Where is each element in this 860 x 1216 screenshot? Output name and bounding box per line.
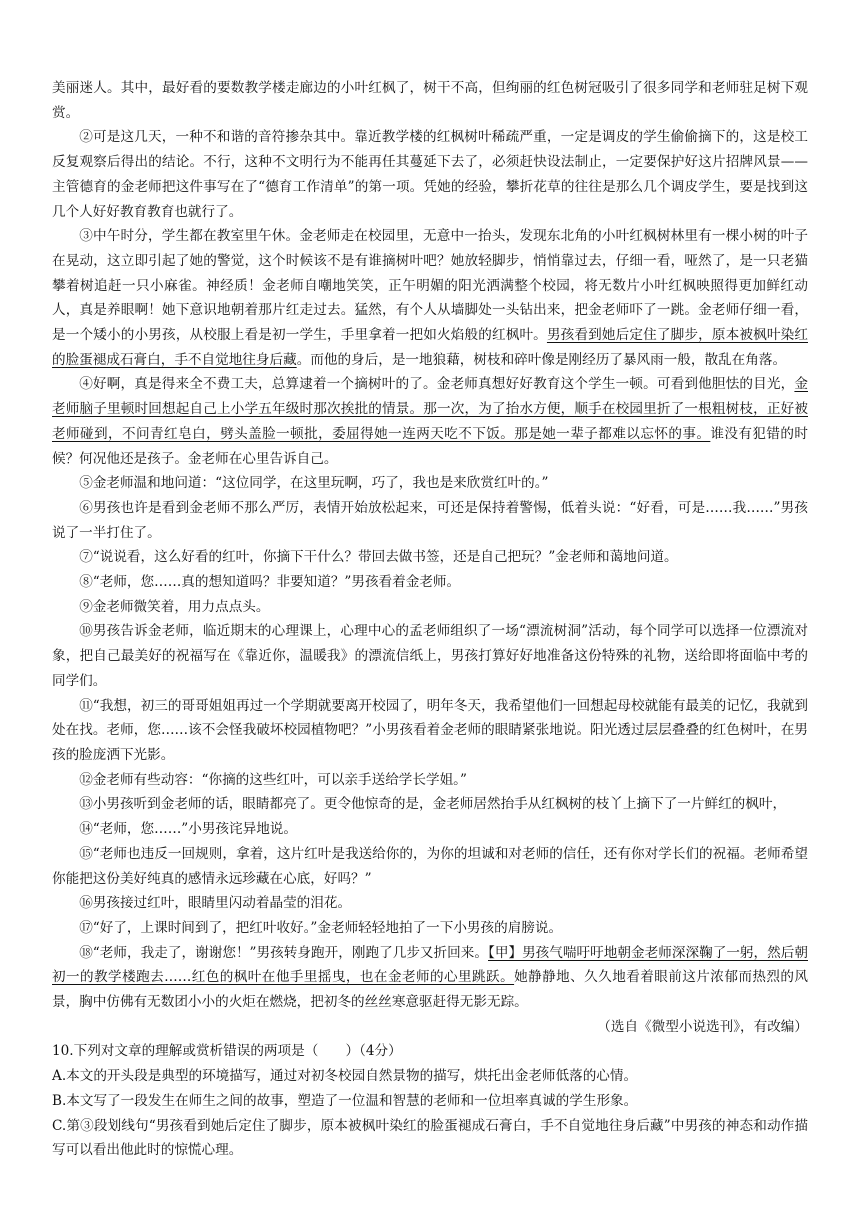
paragraph-3-text-a: ③中午时分，学生都在教室里午休。金老师走在校园里，无意中一抬头，发现东北角的小叶红枫树林里有一棵小树的叶子在晃动，这立即引起了她的警觉，这个时候该不是有谁摘树叶吧？她放轻脚步，悄悄靠过去，仔细一看，哑然了，是一只老猫攀着树追赶一只小麻雀。神经质！金老师自嘲地笑笑，正午明媚的阳光洒满整个校园，将无数片小叶红枫映照得更加鲜红动人，真是养眼啊！她下意识地朝着那片红走过去。猛然，有个人从墙脚处一头钻出来，把金老师吓了一跳。金老师仔细一看，是一个矮小的小男孩，从校服上看是初一学生，手里拿着一把如火焰般的红枫叶。 — [52, 228, 808, 344]
paragraph-2: ②可是这几天，一种不和谐的音符掺杂其中。靠近教学楼的红枫树叶稀疏严重，一定是调皮的学生偷偷摘下的，这是校工反复观察后得出的结论。不行，这种不文明行为不能再任其蔓延下去了，必须赶快设法制止，一定要保护好这片招牌风景——主管德育的金老师把这件事写在了“德育工作清单”的第一项。凭她的经验，攀折花草的往往是那么几个调皮学生，要是找到这几个人好好教育教育也就行了。 — [52, 129, 808, 220]
paragraph-3-text-b: 。而他的身后，是一地狼藉，树枝和碎叶像是刚经历了暴风雨一般，散乱在角落。 — [296, 351, 787, 368]
question-option-b: B.本文写了一段发生在师生之间的故事，塑造了一位温和智慧的老师和一位坦率真诚的学生形象。 — [52, 1092, 638, 1109]
paragraph-18-text-b: 她静静地、久久地看着眼前这片浓郁而热烈的风景，胸中仿佛有无数团小小的火炬在燃烧，把初冬的丝丝寒意驱赶得无影无踪。 — [52, 969, 808, 1011]
paragraph-12: ⑫金老师有些动容：“你摘的这些红叶，可以亲手送给学长学姐。” — [79, 771, 467, 788]
question-option-a: A.本文的开头段是典型的环境描写，通过对初冬校园自然景物的描写，烘托出金老师低落的心情。 — [52, 1068, 638, 1085]
paragraph-10: ⑩男孩告诉金老师，临近期末的心理课上，心理中心的孟老师组织了一场“漂流树洞”活动，每个同学可以选择一位漂流对象，把自己最美好的祝福写在《靠近你，温暖我》的漂流信纸上，男孩打算好好地准备这份特殊的礼物，送给即将面临中考的同学们。 — [52, 623, 808, 689]
paragraph-7: ⑦“说说看，这么好看的红叶，你摘下干什么？带回去做书签，还是自己把玩？”金老师和蔼地问道。 — [79, 549, 678, 566]
paragraph-4-text-b: 谁没有犯错的时候？何况他还是孩子。金老师在心里告诉自己。 — [52, 425, 808, 467]
paragraph-16: ⑯男孩接过红叶，眼睛里闪动着晶莹的泪花。 — [79, 895, 352, 912]
paragraph-18-text-a: ⑱“老师，我走了，谢谢您！”男孩转身跑开，刚跑了几步又折回来。 — [79, 944, 489, 961]
paragraph-18 — [52, 941, 808, 1015]
question-option-c: C.第③段划线句“男孩看到她后定住了脚步，原本被枫叶染红的脸蛋褪成石膏白，手不自觉地往身后藏”中男孩的神态和动作描写可以看出他此时的惊慌心理。 — [52, 1117, 808, 1159]
paragraph-15: ⑮“老师也违反一回规则，拿着，这片红叶是我送给你的，为你的坦诚和对老师的信任，还有你对学长们的祝福。老师希望你能把这份美好纯真的感情永远珍藏在心底，好吗？” — [52, 845, 808, 887]
paragraph-intro: 美丽迷人。其中，最好看的要数教学楼走廊边的小叶红枫了，树干不高，但绚丽的红色树冠吸引了很多同学和老师驻足树下观赏。 — [52, 80, 808, 121]
paragraph-14: ⑭“老师，您……”小男孩诧异地说。 — [79, 821, 297, 838]
source-citation: （选自《微型小说选刊》，有改编） — [597, 1018, 808, 1035]
paragraph-6: ⑥男孩也许是看到金老师不那么严厉，表情开始放松起来，可还是保持着警惕，低着头说：“好看，可是……我……”男孩说了一半打住了。 — [52, 499, 808, 541]
paragraph-4-underlined-sentence: 金老师脑子里顿时回想起自己上小学五年级时那次挨批的情景。那一次，为了抬水方便，顺手在校园里折了一根粗树枝，正好被老师碰到，不问青红皂白，劈头盖脸一顿批，委屈得她一连两天吃不下饭。那是她一辈子都难以忘怀的事。 — [52, 376, 808, 442]
paragraph-5: ⑤金老师温和地问道：“这位同学，在这里玩啊，巧了，我也是来欣赏红叶的。” — [79, 475, 549, 492]
paragraph-3 — [52, 224, 808, 372]
paragraph-11: ⑪“我想，初三的哥哥姐姐再过一个学期就要离开校园了，明年冬天，我希望他们一回想起母校就能有最美的记忆，我就到处在找。老师，您……该不会怪我破坏校园植物吧？”小男孩看着金老师的眼睛紧张地说。阳光透过层层叠叠的红色树叶，在男孩的脸庞洒下光影。 — [52, 697, 808, 763]
paragraph-18-underlined-jia: 【甲】男孩气喘吁吁地朝金老师深深鞠了一躬，然后朝初一的教学楼跑去……红色的枫叶在他手里摇曳，也在金老师的心里跳跃。 — [52, 944, 808, 986]
paragraph-3-underlined-sentence: 男孩看到她后定住了脚步，原本被枫叶染红的脸蛋褪成石膏白，手不自觉地往身后藏 — [52, 327, 808, 368]
paragraph-4 — [52, 372, 808, 471]
paragraph-8: ⑧“老师，您……真的想知道吗？非要知道？”男孩看着金老师。 — [79, 574, 461, 591]
paragraph-9: ⑨金老师微笑着，用力点点头。 — [79, 598, 270, 615]
paragraph-17: ⑰“好了，上课时间到了，把红叶收好。”金老师轻轻地拍了一下小男孩的肩膀说。 — [79, 919, 563, 936]
paragraph-13: ⑬小男孩听到金老师的话，眼睛都亮了。更令他惊奇的是，金老师居然抬手从红枫树的枝丫上摘下了一片鲜红的枫叶， — [79, 796, 787, 813]
question-stem: 10.下列对文章的理解或赏析错误的两项是（ ）（4分） — [52, 1043, 402, 1060]
paragraph-4-text-a: ④好啊，真是得来全不费工夫，总算逮着一个摘树叶的了。金老师真想好好教育这个学生一顿。可看到他胆怯的目光， — [79, 376, 795, 393]
